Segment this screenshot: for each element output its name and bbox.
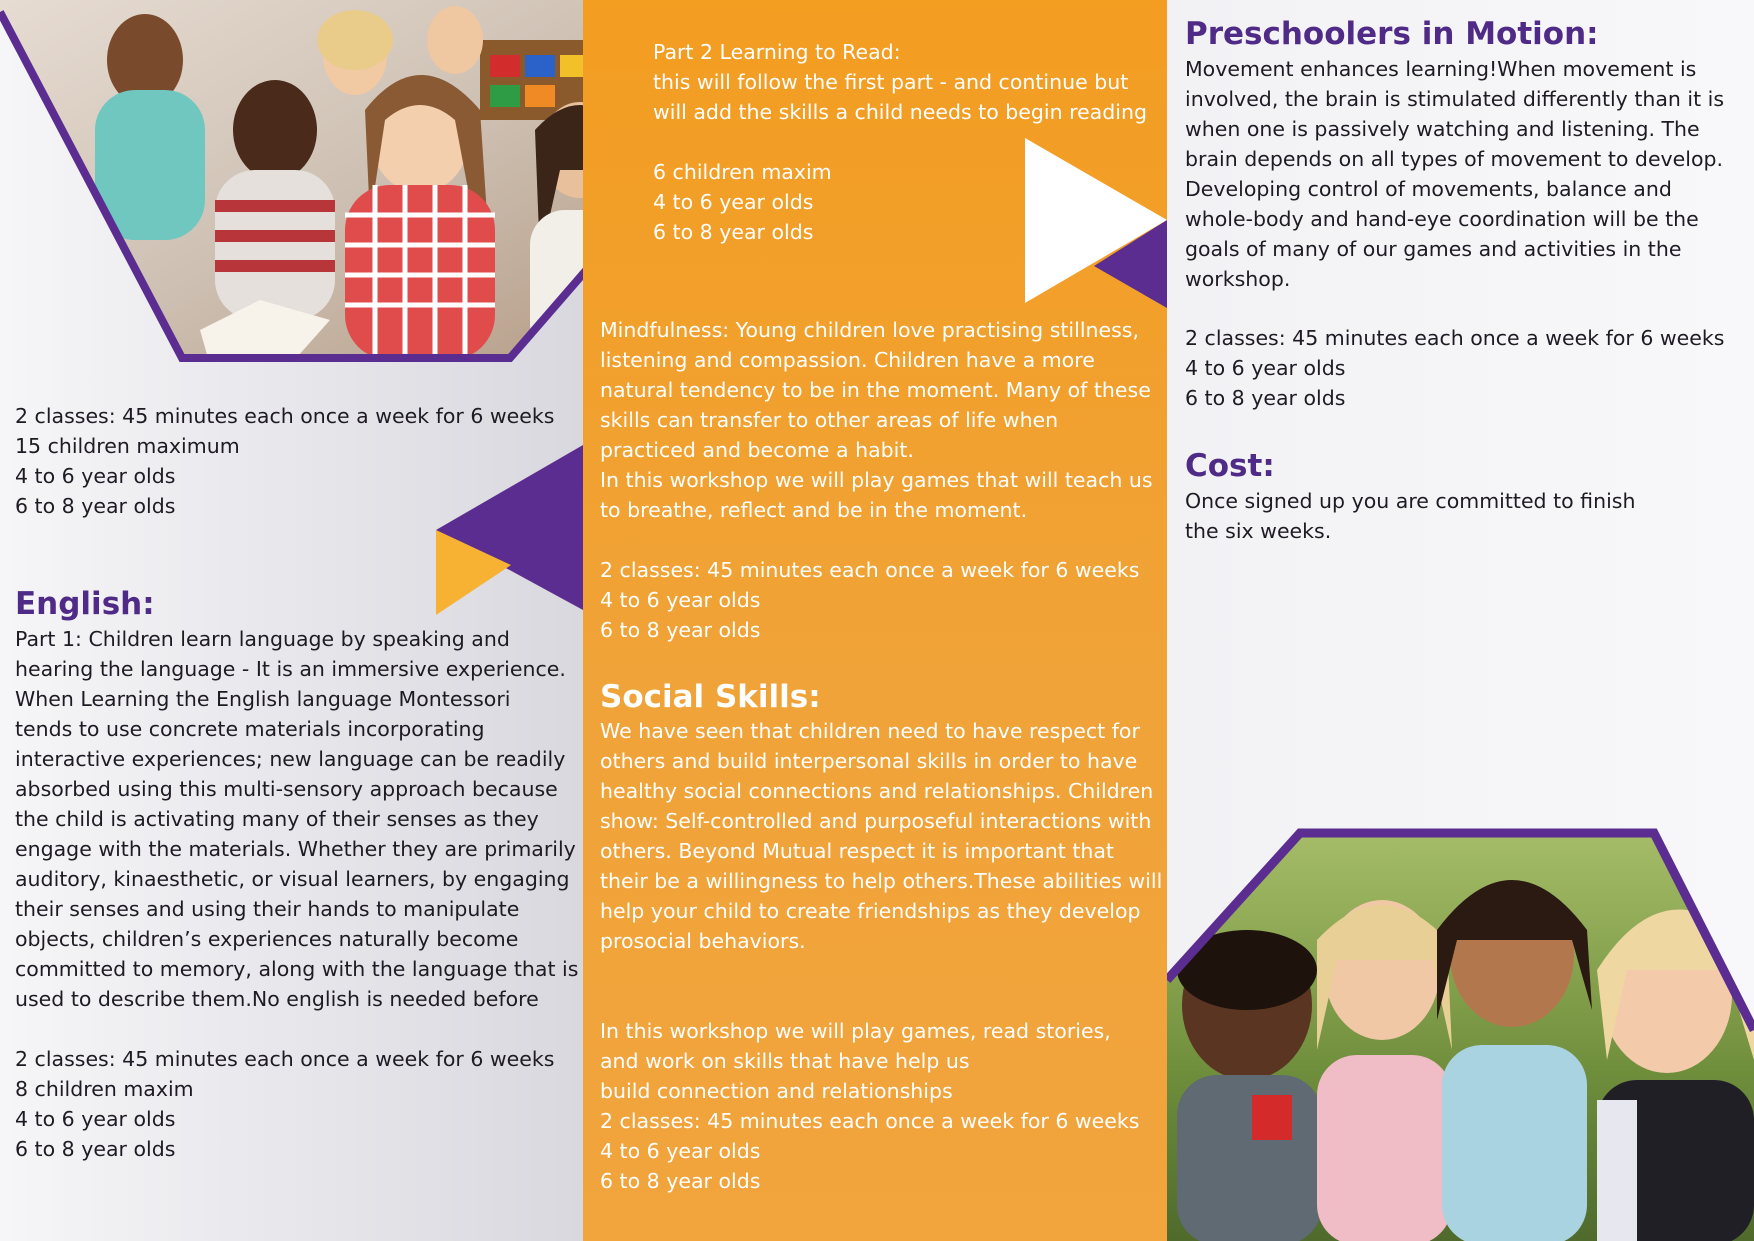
english-heading: English:	[15, 586, 155, 622]
preschoolers-heading: Preschoolers in Motion:	[1185, 16, 1599, 52]
smiling-children-photo	[1167, 820, 1754, 1241]
right-arrow-decoration	[1022, 138, 1170, 310]
part2-learning-to-read: Part 2 Learning to Read: this will follow the first part - and continue but will add the skills a child needs to begin reading 6 children maxim 4 to 6 year olds 6 to 8 year olds	[653, 40, 1147, 244]
preschoolers-body: Movement enhances learning!When movement is involved, the brain is stimulated differently than it is when one is passively watching and listening. The brain depends on all types of movement to develop. Developing control of movements, balance and whole-body and hand-eye coordination will be the goals of many of our games and activities in the workshop.	[1185, 57, 1725, 291]
right-panel	[1167, 0, 1754, 1241]
mindfulness-classes-info: 2 classes: 45 minutes each once a week for 6 weeks 4 to 6 year olds 6 to 8 year olds	[600, 558, 1140, 642]
mindfulness-body: Mindfulness: Young children love practising stillness, listening and compassion. Children have a more natural tendency to be in the moment. Many of these skills can transfer to other areas of life when practiced and become a habit. In this workshop we will play games that will teach us to breathe, reflect and be in the moment.	[600, 318, 1153, 522]
left-arrow-decoration	[436, 445, 586, 615]
cost-heading: Cost:	[1185, 448, 1275, 484]
left-panel	[0, 0, 583, 1241]
cost-body: Once signed up you are committed to finish the six weeks.	[1185, 489, 1636, 543]
social-skills-heading: Social Skills:	[600, 679, 821, 715]
english-body: Part 1: Children learn language by speaking and hearing the language - It is an immersive experience. When Learning the English language Montessori tends to use concrete materials incorporating interactive experiences; new language can be readily absorbed using this multi-sensory approach because the child is activating many of their senses as they engage with the materials. Whether they are primarily auditory, kinaesthetic, or visual learners, by engaging their senses and using their hands to manipulate objects, children’s experiences naturally become committed to memory, along with the language that is used to describe them.No english is needed before	[15, 627, 579, 1011]
left-classes-info: 2 classes: 45 minutes each once a week for 6 weeks 15 children maximum 4 to 6 year olds 6 to 8 year olds	[15, 404, 555, 518]
social-skills-workshop: In this workshop we will play games, read stories, and work on skills that have help us build connection and relationships 2 classes: 45 minutes each once a week for 6 weeks 4 to 6 year olds 6 to 8 year olds	[600, 1019, 1140, 1193]
social-skills-body: We have seen that children need to have respect for others and build interpersonal skills in order to have healthy social connections and relationships. Children show: Self-controlled and purposeful interactions with others. Beyond Mutual respect it is important that their be a willingness to help others.These abilities will help your child to create friendships as they develop prosocial behaviors.	[600, 719, 1163, 953]
preschoolers-classes-info: 2 classes: 45 minutes each once a week for 6 weeks 4 to 6 year olds 6 to 8 year olds	[1185, 326, 1725, 410]
classroom-children-photo	[0, 0, 640, 365]
english-classes-info: 2 classes: 45 minutes each once a week for 6 weeks 8 children maxim 4 to 6 year olds 6 to 8 year olds	[15, 1047, 555, 1161]
